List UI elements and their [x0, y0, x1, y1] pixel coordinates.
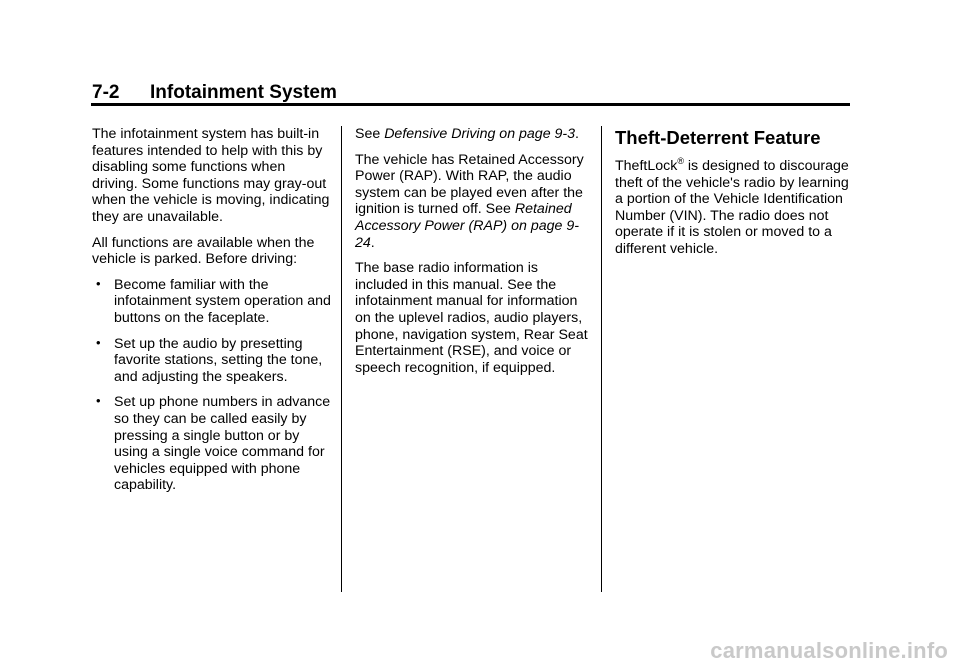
page-number: 7-2: [92, 82, 120, 103]
intro-paragraph: The infotainment system has built-in features intended to help with this by disabling some functions when driving. Some functions may gray-out when the vehicle is moving, indicating they are unavailable.: [92, 126, 330, 225]
theft-deterrent-heading: Theft-Deterrent Feature: [615, 127, 821, 148]
watermark-logo: carmanualsonline.info: [710, 638, 948, 663]
column-1: [92, 126, 332, 503]
bullet-icon: •: [96, 334, 101, 350]
before-driving-list: [92, 277, 332, 494]
list-item-text: Set up the audio by presetting favorite stations, setting the tone, and adjusting the speakers.: [114, 335, 323, 385]
rap-suffix: .: [370, 234, 375, 251]
column-divider-2: [601, 126, 602, 592]
column-2: [355, 126, 589, 385]
rap-link[interactable]: Retained Accessory Power (RAP) on page 9-24: [355, 201, 579, 251]
available-paragraph: All functions are available when the vehicle is parked. Before driving:: [92, 234, 315, 268]
header-rule: [91, 103, 850, 106]
defensive-driving-link[interactable]: Defensive Driving on page 9-3: [384, 126, 576, 142]
registered-mark: ®: [677, 156, 684, 166]
rap-text: The vehicle has Retained Accessory Power (RAP). With RAP, the audio system can be played even after the ignition is turned off. See: [355, 151, 584, 218]
theftlock-brand: TheftLock: [615, 158, 678, 174]
see-prefix: See: [355, 126, 385, 142]
list-item: [92, 336, 332, 386]
column-divider-1: [341, 126, 342, 592]
bullet-icon: •: [96, 393, 101, 409]
base-radio-paragraph: The base radio information is included in this manual. See the infotainment manual for information on the uplevel radios, audio players, phone, navigation system, Rear Seat Entertainment (RSE), and voice or speech recognition, if equipped.: [355, 260, 588, 376]
list-item: [92, 277, 332, 327]
list-item: [92, 394, 332, 494]
page-header: [92, 82, 337, 104]
column-3: [615, 126, 860, 267]
see-defensive-driving: [355, 126, 589, 143]
list-item-text: Set up phone numbers in advance so they can be called easily by pressing a single button or by using a single voice command for vehicles equipped with phone capability.: [114, 394, 331, 494]
see-suffix: .: [575, 126, 579, 142]
theftlock-body: is designed to discourage theft of the vehicle's radio by learning a portion of the Vehicle Identification Number (VIN). The radio does not operate if it is stolen or moved to a different vehicle.: [615, 158, 849, 257]
bullet-icon: •: [96, 275, 101, 291]
list-item-text: Become familiar with the infotainment system operation and buttons on the faceplate.: [114, 276, 331, 326]
rap-paragraph: [355, 152, 589, 252]
theftlock-paragraph: [615, 158, 860, 258]
section-title: Infotainment System: [150, 82, 337, 103]
